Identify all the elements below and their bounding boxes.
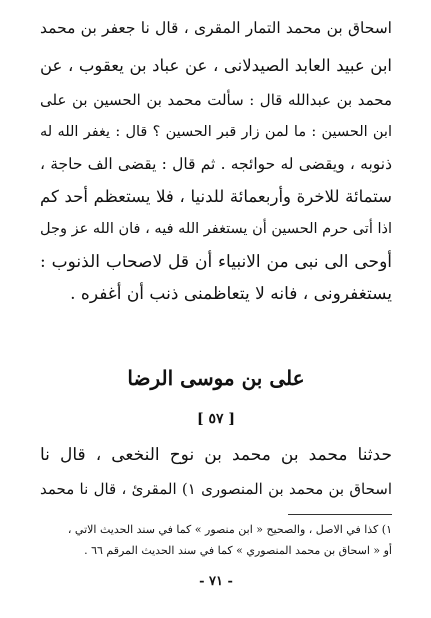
body-line-9: يستغفرونى ، فانه لا يتعاظمنى ذنب أن أغفره .	[70, 284, 392, 304]
footnote-line-2: أو « اسحاق بن محمد المنصوري » كما في سند الحديث المرقم ٦٦ .	[84, 544, 392, 557]
footnote-line-1: ١) كذا في الاصل ، والصحيح « ابن منصور » كما في سند الحديث الاتي ،	[67, 523, 392, 536]
body-line-3: محمد بن عبدالله قال : سألت محمد بن الحسين بن على	[40, 91, 392, 109]
section-line-2: اسحاق بن محمد بن المنصورى ١) المقرئ ، قال نا محمد	[40, 480, 392, 498]
body-line-6: ستمائة للاخرة وأربعمائة للدنيا ، فلا يستعظم أحد كم	[40, 187, 392, 206]
body-line-2: ابن عبيد العابد الصيدلانى ، عن عباد بن يعقوب ، عن	[40, 56, 392, 75]
hadith-number: [ ٥٧ ]	[196, 411, 236, 427]
footnote-rule	[288, 514, 392, 515]
body-line-8: أوحى الى نبى من الانبياء أن قل لاصحاب الذنوب :	[40, 252, 392, 272]
body-line-5: ذنوبه ، ويقضى له حوائجه . ثم قال : يقضى الف حاجة ،	[40, 155, 392, 173]
body-line-4: ابن الحسين : ما لمن زار قبر الحسين ؟ قال : يغفر الله له	[40, 124, 392, 140]
section-line-1: حدثنا محمد بن محمد بن نوح النخعى ، قال نا	[40, 445, 392, 465]
section-heading: على بن موسى الرضا	[127, 366, 305, 390]
body-line-7: اذا أتى حرم الحسين أن يستغفر الله فيه ، فان الله عز وجل	[40, 221, 392, 237]
page-number: - ٧١ -	[199, 574, 233, 589]
body-line-1: اسحاق بن محمد التمار المقرى ، قال نا جعفر بن محمد	[40, 19, 392, 37]
